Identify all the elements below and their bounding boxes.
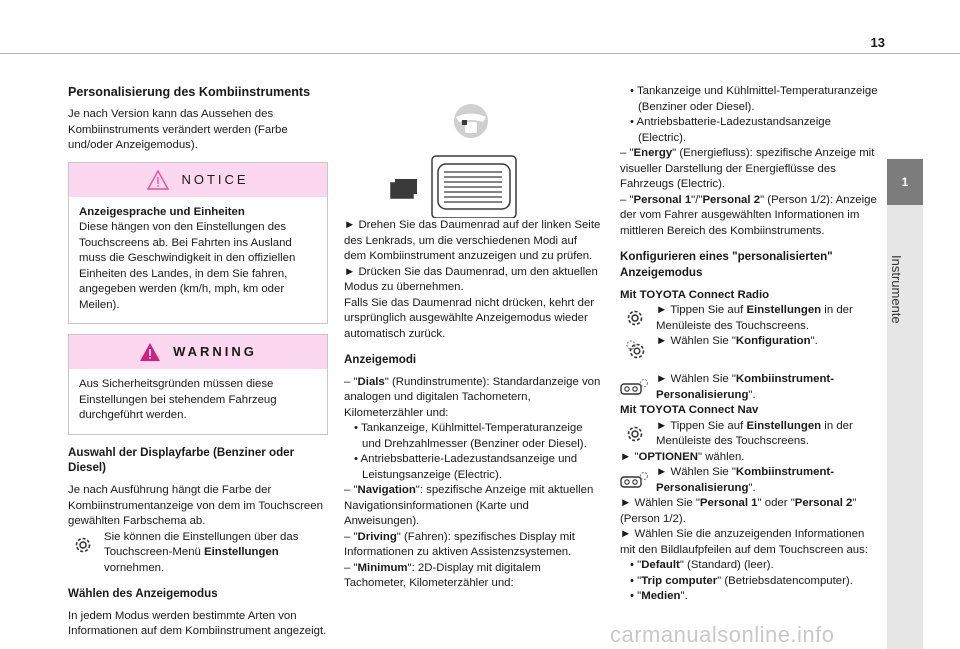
mode-minimum: – "Minimum": 2D-Display mit digitalem Tachometer, Kilometerzähler und: [344, 561, 541, 590]
step-after: Falls Sie das Daumenrad nicht drücken, kehrt der ursprünglich ausgewählte Anzeigemodus wieder automatisch zurück. [344, 296, 595, 340]
column-left [68, 84, 328, 640]
warning-box [68, 334, 328, 435]
settings-hint-text-a: Sie können die Einstellungen über das Touchscreen-Menü [104, 530, 299, 559]
radio-heading: Mit TOYOTA Connect Radio [620, 288, 770, 301]
color-heading: Auswahl der Displayfarbe (Benziner oder Diesel) [68, 445, 295, 475]
gear-icon [620, 419, 650, 449]
nav-step-cluster: ► Wählen Sie "Kombiinstrument-Personalisierung". [620, 465, 882, 496]
page-number: 13 [870, 35, 885, 50]
intro-text: Je nach Version kann das Aussehen des Kombiinstruments verändert werden (Farbe und/oder Anzeigemodus). [68, 108, 288, 152]
config-heading: Konfigurieren eines "personalisierten" Anzeigemodus [620, 250, 833, 279]
steering-wheel-illustration [344, 84, 602, 218]
warning-body [69, 369, 327, 434]
info-option: • "Medien". [630, 590, 688, 603]
modes-heading: Anzeigemodi [344, 353, 417, 366]
mode-navigation: – "Navigation": spezifische Anzeige mit aktuellen Navigationsinformationen (Karte und Anweisungen). [344, 484, 594, 528]
warning-triangle-icon [147, 170, 169, 190]
radio-step-settings: ► Tippen Sie auf Einstellungen in der Menüleiste des Touchscreens. [620, 303, 882, 334]
notice-header [69, 163, 327, 197]
notice-box [68, 162, 328, 325]
radio-step-cluster: ► Wählen Sie "Kombiinstrument-Personalisierung". [620, 372, 882, 403]
nav-step-options: ► "OPTIONEN" wählen. [620, 450, 745, 463]
step-personal-select: ► Wählen Sie "Personal 1" oder "Personal 2" (Person 1/2). [620, 497, 857, 525]
nav-heading: Mit TOYOTA Connect Nav [620, 404, 759, 417]
notice-label: NOTICE [181, 171, 249, 187]
chapter-label: Instrumente [889, 255, 904, 324]
info-option: • "Default" (Standard) (leer). [630, 559, 774, 572]
mode-driving: – "Driving" (Fahren): spezifisches Display mit Informationen zu aktiven Assistenzsystemen. [344, 530, 575, 559]
dials-bullet: • Tankanzeige, Kühlmittel-Temperaturanzeige und Drehzahlmesser (Benziner oder Diesel). [354, 422, 587, 450]
mode-text: In jedem Modus werden bestimmte Arten von Informationen auf dem Kombiinstrument angezeigt. [68, 609, 327, 638]
minimum-bullet: • Antriebsbatterie-Ladezustandsanzeige (Electric). [630, 116, 831, 144]
mode-personal: – "Personal 1"/"Personal 2" (Person 1/2): Anzeige der vom Fahrer ausgewählten Informationen im mittleren Bereich des Kombiinstruments. [620, 193, 877, 237]
settings-hint-text-c: vornehmen. [104, 561, 165, 574]
mode-energy: – "Energy" (Energiefluss): spezifische Anzeige mit visueller Darstellung der Energieflüsse des Fahrzeugs (Electric). [620, 147, 875, 190]
dials-bullet: • Antriebsbatterie-Ladezustandsanzeige und Leistungsanzeige (Electric). [354, 453, 578, 481]
color-text: Je nach Ausführung hängt die Farbe der Kombiinstrumentanzeige von dem im Touchscreen gewählten Farbschema ab. [68, 484, 323, 528]
step-info-select: ► Wählen Sie die anzuzeigenden Informationen mit den Bildlaufpfeilen auf dem Touchscreen aus: [620, 528, 869, 556]
thumbwheel-figure [344, 84, 602, 218]
notice-heading: Anzeigesprache und Einheiten [79, 205, 245, 218]
info-option: • "Trip computer" (Betriebsdatencomputer). [630, 574, 853, 587]
column-middle [344, 84, 602, 592]
warning-filled-triangle-icon [139, 342, 161, 362]
step-press: ► Drücken Sie das Daumenrad, um den aktuellen Modus zu übernehmen. [344, 265, 598, 293]
gear-icon [620, 303, 650, 333]
watermark: carmanualsonline.info [610, 622, 835, 647]
cluster-settings-icon [620, 372, 650, 402]
cluster-settings-icon [620, 465, 650, 495]
notice-text: Diese hängen von den Einstellungen des Touchscreens ab. Bei Fahrten ins Ausland muss die Geschwindigkeit in den offiziellen Einheiten des Landes, in dem Sie fahren, angegeben werden (km/h, mph, km oder Meilen). [79, 221, 296, 311]
radio-step-config: ► Wählen Sie "Konfiguration". [620, 334, 882, 364]
settings-hint-strong: Einstellungen [204, 546, 279, 559]
chapter-tab[interactable]: 1 [887, 159, 923, 205]
step-rotate: ► Drehen Sie das Daumenrad auf der linken Seite des Lenkrads, um die verschiedenen Modi auf dem Kombiinstrument anzuzeigen und zu prüfen. [344, 219, 601, 262]
nav-step-settings: ► Tippen Sie auf Einstellungen in der Menüleiste des Touchscreens. [620, 419, 882, 450]
section-title: Personalisierung des Kombiinstruments [68, 85, 311, 99]
double-gear-icon [620, 334, 650, 364]
settings-hint [68, 530, 328, 577]
warning-label: WARNING [173, 344, 257, 360]
minimum-bullet: • Tankanzeige und Kühlmittel-Temperaturanzeige (Benziner oder Diesel). [630, 85, 878, 113]
gear-icon [68, 530, 98, 560]
notice-body [69, 197, 327, 324]
warning-text: Aus Sicherheitsgründen müssen diese Einstellungen bei stehendem Fahrzeug durchgeführt werden. [79, 378, 277, 422]
column-right [620, 84, 882, 605]
top-rule [0, 53, 960, 54]
mode-dials: – "Dials" (Rundinstrumente): Standardanzeige von analogen und digitalen Tachometern, Kilometerzähler und: [344, 375, 601, 419]
warning-header [69, 335, 327, 369]
mode-heading: Wählen des Anzeigemodus [68, 587, 218, 601]
